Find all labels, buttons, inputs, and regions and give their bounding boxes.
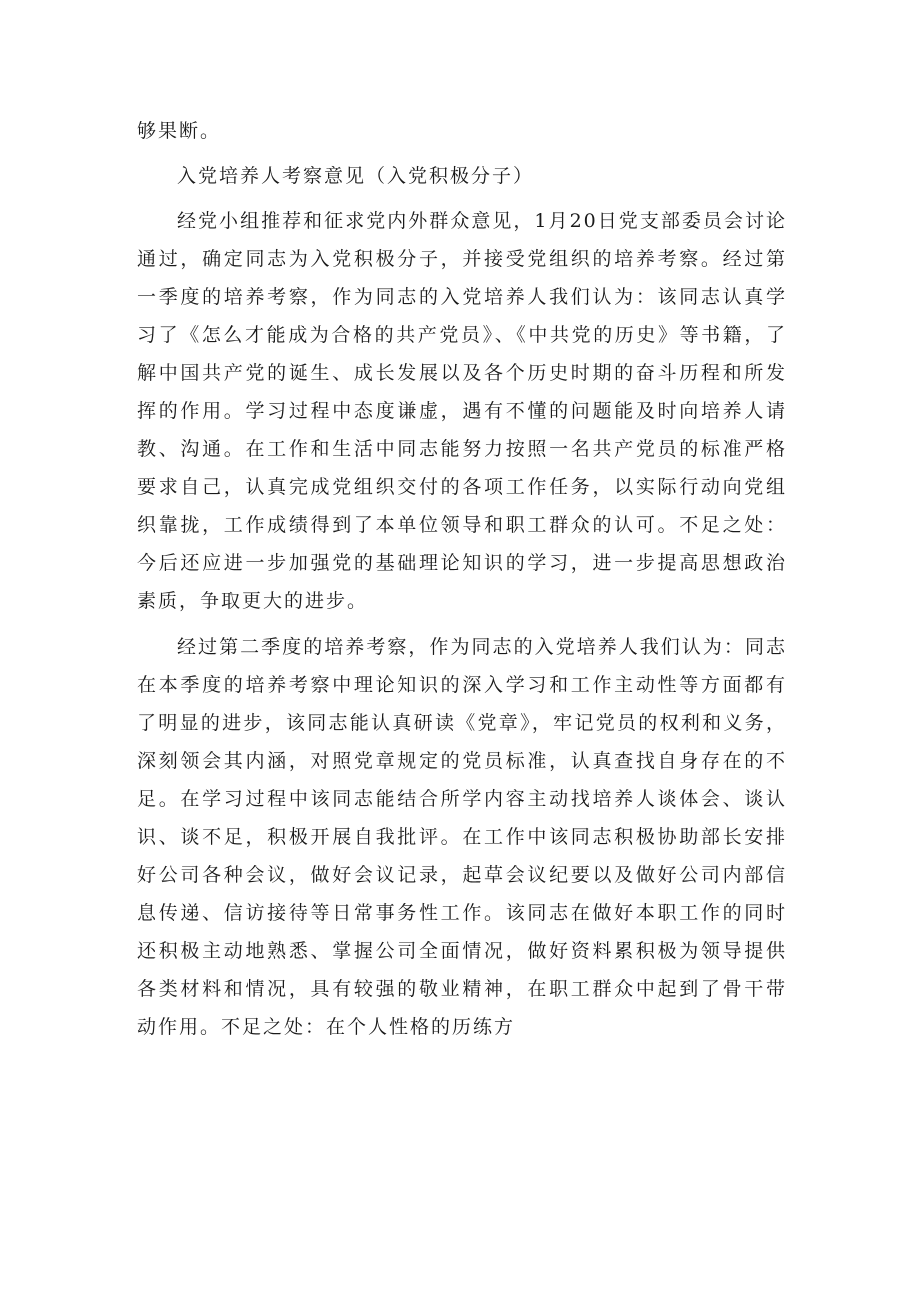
continued-fragment: 够果断。 (137, 120, 222, 142)
document-body (137, 112, 787, 1046)
paragraph-second-quarter: 经过第二季度的培养考察，作为同志的入党培养人我们认为：同志在本季度的培养考察中理论知识的深入学习和工作主动性等方面都有了明显的进步，该同志能认真研读《党章》，牢记党员的权利和义务，深刻领会其内涵，对照党章规定的党员标准，认真查找自身存在的不足。在学习过程中该同志能结合所学内容主动找培养人谈体会、谈认识、谈不足，积极开展自我批评。在工作中该同志积极协助部长安排好公司各种会议，做好会议记录，起草会议纪要以及做好公司内部信息传递、信访接待等日常事务性工作。该同志在做好本职工作的同时还积极主动地熟悉、掌握公司全面情况，做好资料累积极为领导提供各类材料和情况，具有较强的敬业精神，在职工群众中起到了骨干带动作用。不足之处：在个人性格的历练方 (137, 636, 787, 1038)
section-heading: 入党培养人考察意见（入党积极分子） (177, 165, 535, 187)
paragraph-first-quarter: 经党小组推荐和征求党内外群众意见，1月20日党支部委员会讨论通过，确定同志为入党积极分子，并接受党组织的培养考察。经过第一季度的培养考察，作为同志的入党培养人我们认为：该同志认真学习了《怎么才能成为合格的共产党员》、《中共党的历史》等书籍，了解中国共产党的诞生、成长发展以及各个历史时期的奋斗历程和所发挥的作用。学习过程中态度谦虚，遇有不懂的问题能及时向培养人请教、沟通。在工作和生活中同志能努力按照一名共产党员的标准严格要求自己，认真完成党组织交付的各项工作任务，以实际行动向党组织靠拢，工作成绩得到了本单位领导和职工群众的认可。不足之处：今后还应进一步加强党的基础理论知识的学习，进一步提高思想政治素质，争取更大的进步。 (137, 210, 787, 612)
